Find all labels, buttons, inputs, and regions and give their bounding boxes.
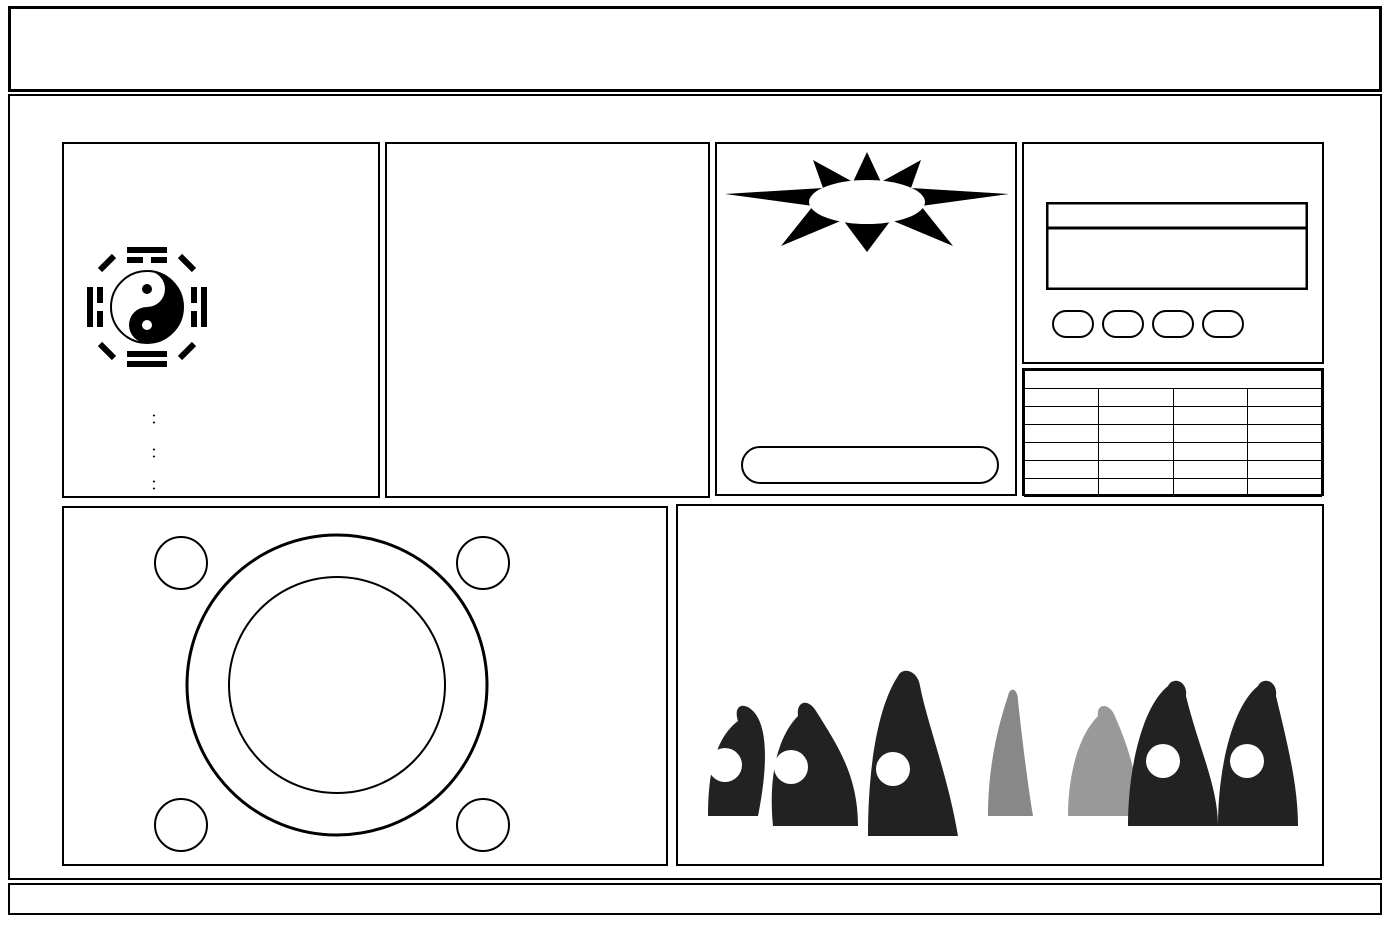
bagua-diagram bbox=[72, 232, 222, 382]
god-dir bbox=[170, 438, 234, 463]
god-num-a bbox=[280, 404, 336, 429]
left-marksix-strip bbox=[14, 130, 54, 875]
god-name bbox=[90, 438, 150, 463]
number-ball bbox=[1052, 310, 1094, 338]
horse-number bbox=[1082, 744, 1116, 778]
tips-panel bbox=[715, 142, 1017, 496]
abacus-panel bbox=[1022, 142, 1324, 364]
abacus-provide bbox=[1044, 310, 1244, 338]
wheel-panel bbox=[62, 506, 668, 866]
god-num-a bbox=[280, 438, 336, 463]
horse-number bbox=[876, 752, 910, 786]
god-num-a bbox=[280, 470, 336, 495]
table-header bbox=[1099, 389, 1173, 407]
number-ball bbox=[1202, 310, 1244, 338]
special-numbers bbox=[757, 394, 831, 415]
table-header bbox=[1025, 389, 1099, 407]
number-ball bbox=[1102, 310, 1144, 338]
god-dir bbox=[170, 404, 234, 429]
hot-table bbox=[1024, 370, 1322, 497]
horse-number bbox=[708, 748, 742, 782]
table-header bbox=[1247, 389, 1321, 407]
masthead bbox=[8, 6, 1382, 92]
top-marksix-strip bbox=[20, 100, 1372, 130]
poem-panel bbox=[385, 142, 710, 498]
burst-badge bbox=[721, 150, 1013, 254]
table-caption bbox=[1025, 371, 1322, 389]
god-row: ： bbox=[90, 404, 336, 429]
table-row bbox=[1025, 443, 1322, 461]
table-row bbox=[1025, 461, 1322, 479]
god-ying bbox=[234, 404, 280, 429]
god-dir bbox=[170, 470, 234, 495]
god-row: ： bbox=[90, 438, 336, 463]
table-row bbox=[1025, 425, 1322, 443]
god-name bbox=[90, 404, 150, 429]
table-row bbox=[1025, 479, 1322, 497]
god-row: ： bbox=[90, 470, 336, 495]
roulette-wheel bbox=[182, 530, 492, 840]
horses-panel bbox=[676, 504, 1324, 866]
table-row bbox=[1025, 407, 1322, 425]
number-ball bbox=[1152, 310, 1194, 338]
horse-number bbox=[1146, 744, 1180, 778]
god-ying bbox=[234, 438, 280, 463]
horse-number bbox=[968, 762, 1002, 796]
bagua-panel bbox=[62, 142, 380, 498]
right-marksix-strip bbox=[1336, 130, 1376, 875]
bagua-title bbox=[82, 166, 110, 196]
page-title bbox=[406, 13, 1026, 89]
hot-gate-table bbox=[1022, 368, 1324, 496]
god-name bbox=[90, 470, 150, 495]
abacus-icon bbox=[1046, 202, 1308, 290]
god-ying bbox=[234, 470, 280, 495]
footer-banner bbox=[8, 883, 1382, 915]
send-line bbox=[741, 446, 999, 484]
table-header bbox=[1173, 389, 1247, 407]
horse-number bbox=[774, 750, 808, 784]
horse-number bbox=[1230, 744, 1264, 778]
horse-number bbox=[842, 738, 876, 772]
